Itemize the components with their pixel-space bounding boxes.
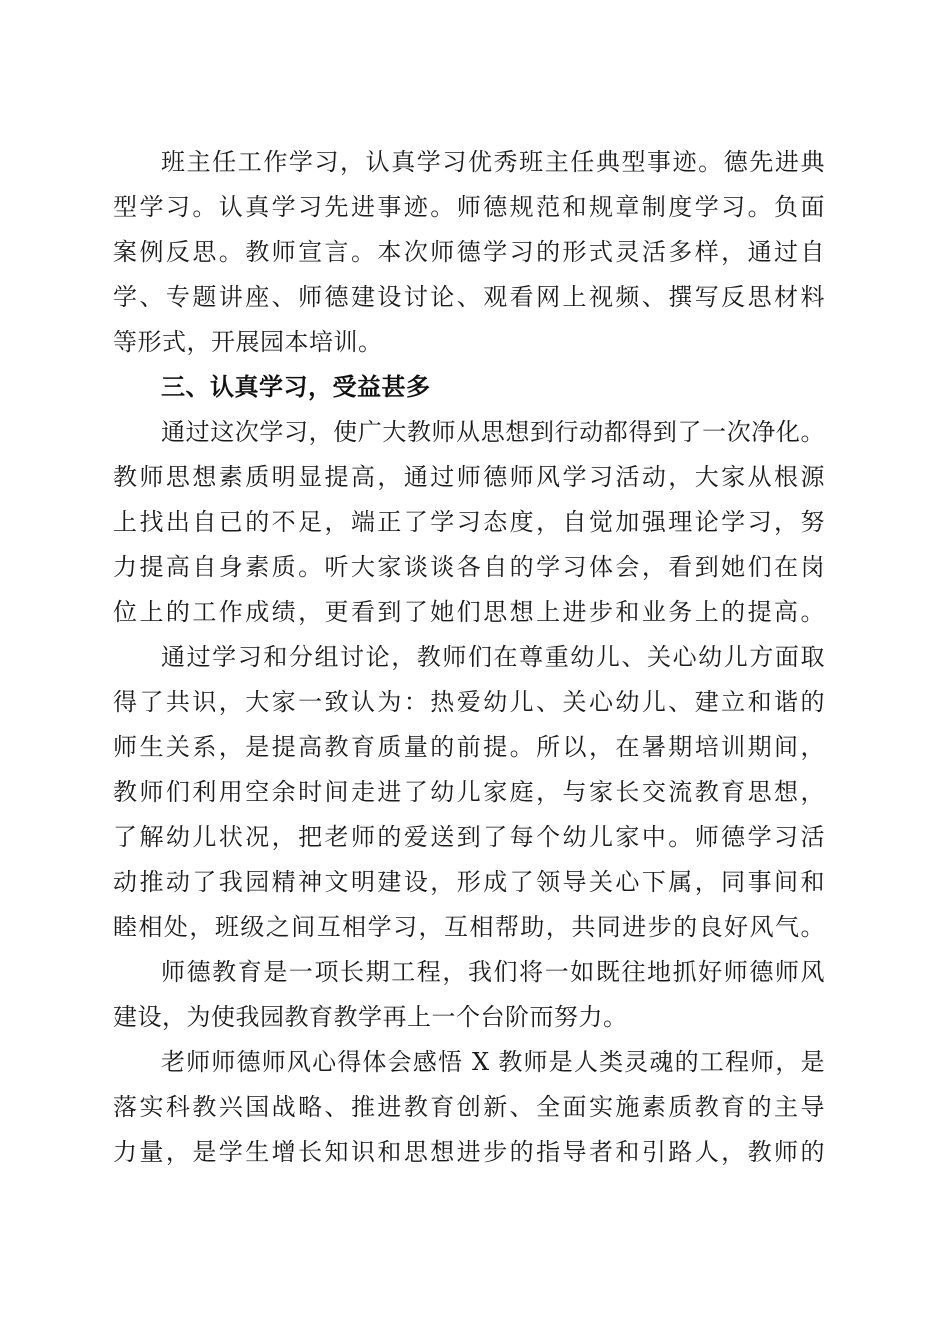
text-line: 了解幼儿状况，把老师的爱送到了每个幼儿家中。师德学习活	[113, 823, 825, 851]
section-heading-text: 三、认真学习，受益甚多	[161, 373, 431, 401]
text-line: 等形式，开展园本培训。	[113, 328, 383, 356]
paragraph-continuation	[113, 140, 825, 365]
text-line: 建设，为使我园教育教学再上一个台阶而努力。	[113, 1003, 628, 1031]
text-line: 动推动了我园精神文明建设，形成了领导关心下属，同事间和	[113, 868, 825, 896]
text-line: 上找出自已的不足，端正了学习态度，自觉加强理论学习，努	[113, 508, 825, 536]
text-line: 学、专题讲座、师德建设讨论、观看网上视频、撰写反思材料	[113, 283, 825, 311]
paragraph	[113, 950, 825, 1040]
text-line: 教师们利用空余时间走进了幼儿家庭，与家长交流教育思想，	[113, 778, 825, 806]
paragraph	[113, 635, 825, 950]
text-line: 老师师德师风心得体会感悟 X 教师是人类灵魂的工程师，是	[161, 1048, 825, 1076]
text-line: 通过这次学习，使广大教师从思想到行动都得到了一次净化。	[161, 418, 825, 446]
text-line: 教师思想素质明显提高，通过师德师风学习活动，大家从根源	[113, 463, 825, 491]
text-line: 力提高自身素质。听大家谈谈各自的学习体会，看到她们在岗	[113, 553, 825, 581]
document-body	[113, 140, 825, 1175]
paragraph	[113, 1040, 825, 1175]
text-line: 型学习。认真学习先进事迹。师德规范和规章制度学习。负面	[113, 193, 825, 221]
text-line: 睦相处，班级之间互相学习，互相帮助，共同进步的良好风气。	[113, 913, 825, 941]
text-line: 师生关系，是提高教育质量的前提。所以，在暑期培训期间，	[113, 733, 825, 761]
text-line: 班主任工作学习，认真学习优秀班主任典型事迹。德先进典	[161, 148, 825, 176]
text-line: 落实科教兴国战略、推进教育创新、全面实施素质教育的主导	[113, 1093, 825, 1121]
text-line: 位上的工作成绩，更看到了她们思想上进步和业务上的提高。	[113, 598, 825, 626]
text-line: 力量，是学生增长知识和思想进步的指导者和引路人，教师的	[113, 1138, 825, 1166]
section-heading	[113, 365, 825, 410]
text-line: 得了共识，大家一致认为：热爱幼儿、关心幼儿、建立和谐的	[113, 688, 825, 716]
text-line: 案例反思。教师宣言。本次师德学习的形式灵活多样，通过自	[113, 238, 825, 266]
text-line: 师德教育是一项长期工程，我们将一如既往地抓好师德师风	[161, 958, 825, 986]
text-line: 通过学习和分组讨论，教师们在尊重幼儿、关心幼儿方面取	[161, 643, 825, 671]
paragraph	[113, 410, 825, 635]
